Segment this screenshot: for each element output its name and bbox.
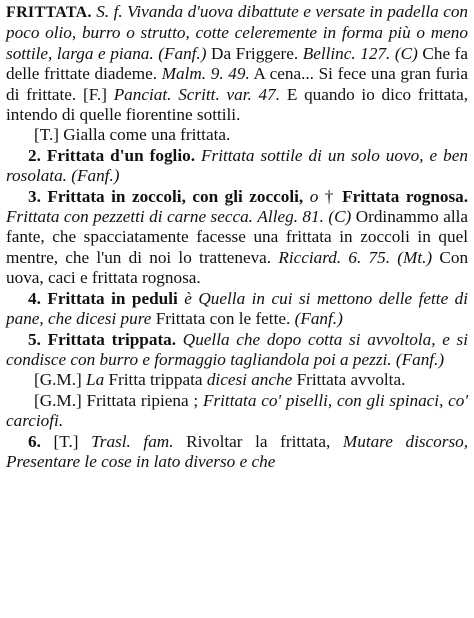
sense-6 [6,432,468,473]
example-italic: Frittata co' [202,390,282,410]
citation-bellinc: Bellinc. 127. [302,43,391,63]
example-text: Fritta trippata [108,370,203,390]
source-gm: [G.M.] [34,390,82,410]
sense-number: 4. [28,288,41,308]
source-t: [T.] [53,431,79,451]
source-fanf: (Fanf.) [71,166,120,186]
sense-2 [6,146,468,187]
example-text: Ordinammo alla fante, che spacciatamente facesse una frittata in zoccoli in quel mentre, che l'un di noi lo tratteneva. [6,207,469,267]
example-text: Rivoltar la frittata, [186,431,331,451]
source-c: (C) [328,207,352,227]
example-text: Con uova, caci e frittata rognosa. [6,247,469,288]
sense-number: 3. [28,186,41,206]
citation-panciat: Panciat. Scritt. var. 47. [113,84,281,104]
sense-headword: Frittata trippata. [47,329,177,349]
citation-alleg: Alleg. 81. [257,207,324,227]
source-mt: (Mt.) [397,247,433,267]
citation-malm: Malm. 9. 49. [161,64,250,84]
example-text: Frittata avvolta. [296,370,406,390]
sense-headword: Frittata d'un foglio. [46,145,196,165]
sense-5-gm-a [6,370,468,390]
source-fanf: (Fanf.) [158,43,207,63]
sense-definition: Frittata sottile di un solo uovo, e ben rosolata. [6,145,468,186]
sense-number: 5. [28,329,41,349]
source-fanf: (Fanf.) [395,349,445,369]
sense-3 [6,187,468,289]
source-gm: [G.M.] [34,370,82,390]
entry-sub-t [6,125,468,145]
example-italic: con gli spinaci, co' carciofi. [6,390,469,431]
example-text: A cena... Si fece una gran furia di frittate. [F.] [6,64,468,104]
dagger-mark: † [324,186,336,206]
sense-number: 2. [28,145,41,165]
sense-5 [6,330,468,371]
definition-text: Vivanda d'uova dibattute e versate in padella con poco olio, burro o strutto, cotte celeremente in forma più o meno sottile, larga e piana. [6,2,469,63]
source-fanf: (Fanf.) [294,309,343,329]
sense-definition: Quella in cui si mettono delle fette di pane, che dicesi pure [6,288,469,329]
sense-number: 6. [28,431,41,451]
source-c: (C) [394,43,418,63]
headword: FRITTATA. [6,4,92,21]
article: La [86,370,105,390]
etymology: Da Friggere. [211,43,299,63]
sense-definition: Mutare discorso, Presentare le cose in lato diverso e che [6,431,469,471]
citation-ricciard: Ricciard. 6. 75. [278,247,391,267]
example-text: [T.] Gialla come una frittata. [34,125,231,145]
sense-headword: Frittata in zoccoli, con gli zoccoli, [47,186,304,206]
connector: dicesi anche [206,370,293,390]
sense-definition: Frittata con pezzetti di carne secca. [6,207,253,227]
sense-5-gm-b [6,391,468,432]
example-text: Frittata con le fette. [155,309,291,329]
sense-definition: Quella che dopo cotta si avvoltola, e si condisce con burro e formaggio tagliandola poi a pezzi. [6,329,469,369]
example-text: Frittata ripiena ; [86,390,199,410]
grammar-tag: S. f. [96,2,123,21]
sense-headword: Frittata in peduli [47,288,178,308]
dictionary-page [6,2,468,472]
entry-main-definition [6,2,468,125]
example-italic: piselli, [285,390,333,410]
example-text: E quando io dico frittata, intendo di quelle fiorentine sottili. [6,84,469,125]
sense-headword: Frittata rognosa. [342,186,469,206]
verb: è [184,288,192,308]
sense-4 [6,289,468,330]
conjunction: o [309,186,319,206]
example-text: Che fa delle frittate diademe. [6,43,468,84]
usage-tag: Trasl. fam. [91,431,174,451]
